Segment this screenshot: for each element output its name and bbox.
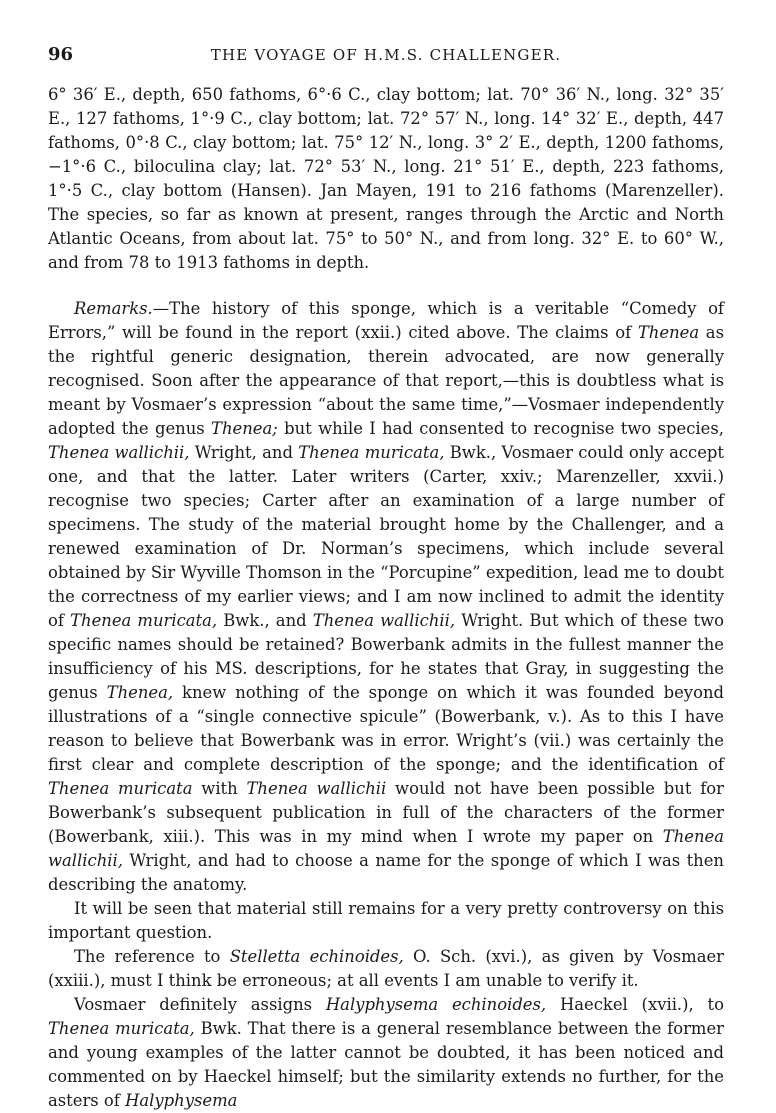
text-run: Bwk. That there is a general resemblance between the former and young examples of the latter cannot be doubted, it has been noticed and commented on by Haeckel himself; but the similarity extends no further, for the asters of <box>48 1019 724 1110</box>
paragraph-remarks <box>48 297 724 897</box>
paragraph-halyphysema <box>48 993 724 1113</box>
italic-term: Thenea muricata, <box>48 1019 195 1038</box>
italic-term: Remarks. <box>74 299 153 318</box>
italic-term: Thenea, <box>106 683 174 702</box>
text-run: would not have been possible but for Bowerbank’s subsequent publication in full of the characters of the former (Bowerbank, xiii.). This was in my mind when I wrote my paper on <box>48 779 724 846</box>
italic-term: Thenea wallichii, <box>312 611 456 630</box>
text-run: O. Sch. (xvi.), as given by Vosmaer (xxiii.), must I think be erroneous; at all events I am unable to verify it. <box>48 947 725 990</box>
text-run: Bwk., and <box>217 611 313 630</box>
italic-term: Thenea muricata <box>48 779 193 798</box>
text-run: Wright, and <box>189 443 299 462</box>
text-run: Haeckel (xvii.), to <box>546 995 725 1014</box>
italic-term: Halyphysema echinoides, <box>325 995 547 1014</box>
text-run: Wright. But which of these two specific names should be retained? Bowerbank admits in the fullest manner the insufficiency of his MS. descriptions, for he states that Gray, in suggesting the genus <box>48 611 725 702</box>
text-run: Vosmaer definitely assigns <box>74 995 326 1014</box>
italic-term: Thenea wallichii, <box>48 443 190 462</box>
text-run: Bwk., Vosmaer could only accept one, and that the latter. Later writers (Carter, xxiv.; Marenzeller, xxvii.) recognise two species; Carter after an examination of a large number of specimens. The study of the material brought home by the Challenger, and a renewed examination of Dr. Norman’s specimens, which include several obtained by Sir Wyville Thomson in the “Porcupine” expedition, lead me to doubt the correctness of my earlier views; and I am now inclined to admit the identity of <box>48 443 725 630</box>
text-run: but while I had consented to recognise two species, <box>277 419 724 438</box>
text-run: 6° 36′ E., depth, 650 fathoms, 6°·6 C., clay bottom; lat. 70° 36′ N., long. 32° 35′ E., 127 fathoms, 1°·9 C., clay bottom; lat. 72° 57′ N., long. 14° 32′ E., depth, 447 fathoms, 0°·8 C., clay bottom; lat. 75° 12′ N., long. 3° 2′ E., depth, 1200 fathoms, −1°·6 C., biloculina clay; lat. 72° 53′ N., long. 21° 51′ E., depth, 223 fathoms, 1°·5 C., clay bottom (Hansen). Jan Mayen, 191 to 216 fathoms (Marenzeller). The species, so far as known at present, ranges through the Arctic and North Atlantic Oceans, from about lat. 75° to 50° N., and from long. 32° E. to 60° W., and from 78 to 1913 fathoms in depth. <box>48 85 724 272</box>
italic-term: Thenea muricata, <box>70 611 218 630</box>
italic-term: Thenea <box>637 323 700 342</box>
text-run: as the rightful generic designation, therein advocated, are now generally recognised. Soon after the appearance of that report,—this is doubtless what is meant by Vosmaer’s expression “about the same time,”—Vosmaer independently adopted the genus <box>48 323 724 438</box>
text-run: with <box>192 779 247 798</box>
italic-term: Thenea wallichii <box>246 779 387 798</box>
italic-term: Thenea wallichii, <box>48 827 724 870</box>
italic-term: Thenea muricata, <box>298 443 445 462</box>
page-header <box>48 44 724 68</box>
italic-term: Halyphysema <box>125 1091 238 1110</box>
text-run: —The history of this sponge, which is a veritable “Comedy of Errors,” will be found in the report (xxii.) cited above. The claims of <box>48 299 724 342</box>
page-number: 96 <box>48 44 74 65</box>
italic-term: Thenea; <box>211 419 278 438</box>
paragraph-stelletta <box>48 945 724 993</box>
italic-term: Stelletta echinoides, <box>229 947 404 966</box>
paragraph-distribution <box>48 83 724 275</box>
text-run: The reference to <box>74 947 230 966</box>
paragraph-controversy <box>48 897 724 945</box>
body-text <box>48 83 724 1113</box>
text-run: Wright, and had to choose a name for the sponge of which I was then describing the anatomy. <box>48 851 724 894</box>
running-title: THE VOYAGE OF H.M.S. CHALLENGER. <box>210 46 562 64</box>
paragraph-spacer <box>48 275 724 297</box>
text-run: knew nothing of the sponge on which it was founded beyond illustrations of a “single connective spicule” (Bowerbank, v.). As to this I have reason to believe that Bowerbank was in error. Wright’s (vii.) was certainly the first clear and complete description of the sponge; and the identification of <box>48 683 724 774</box>
text-run: It will be seen that material still remains for a very pretty controversy on this important question. <box>48 899 724 942</box>
